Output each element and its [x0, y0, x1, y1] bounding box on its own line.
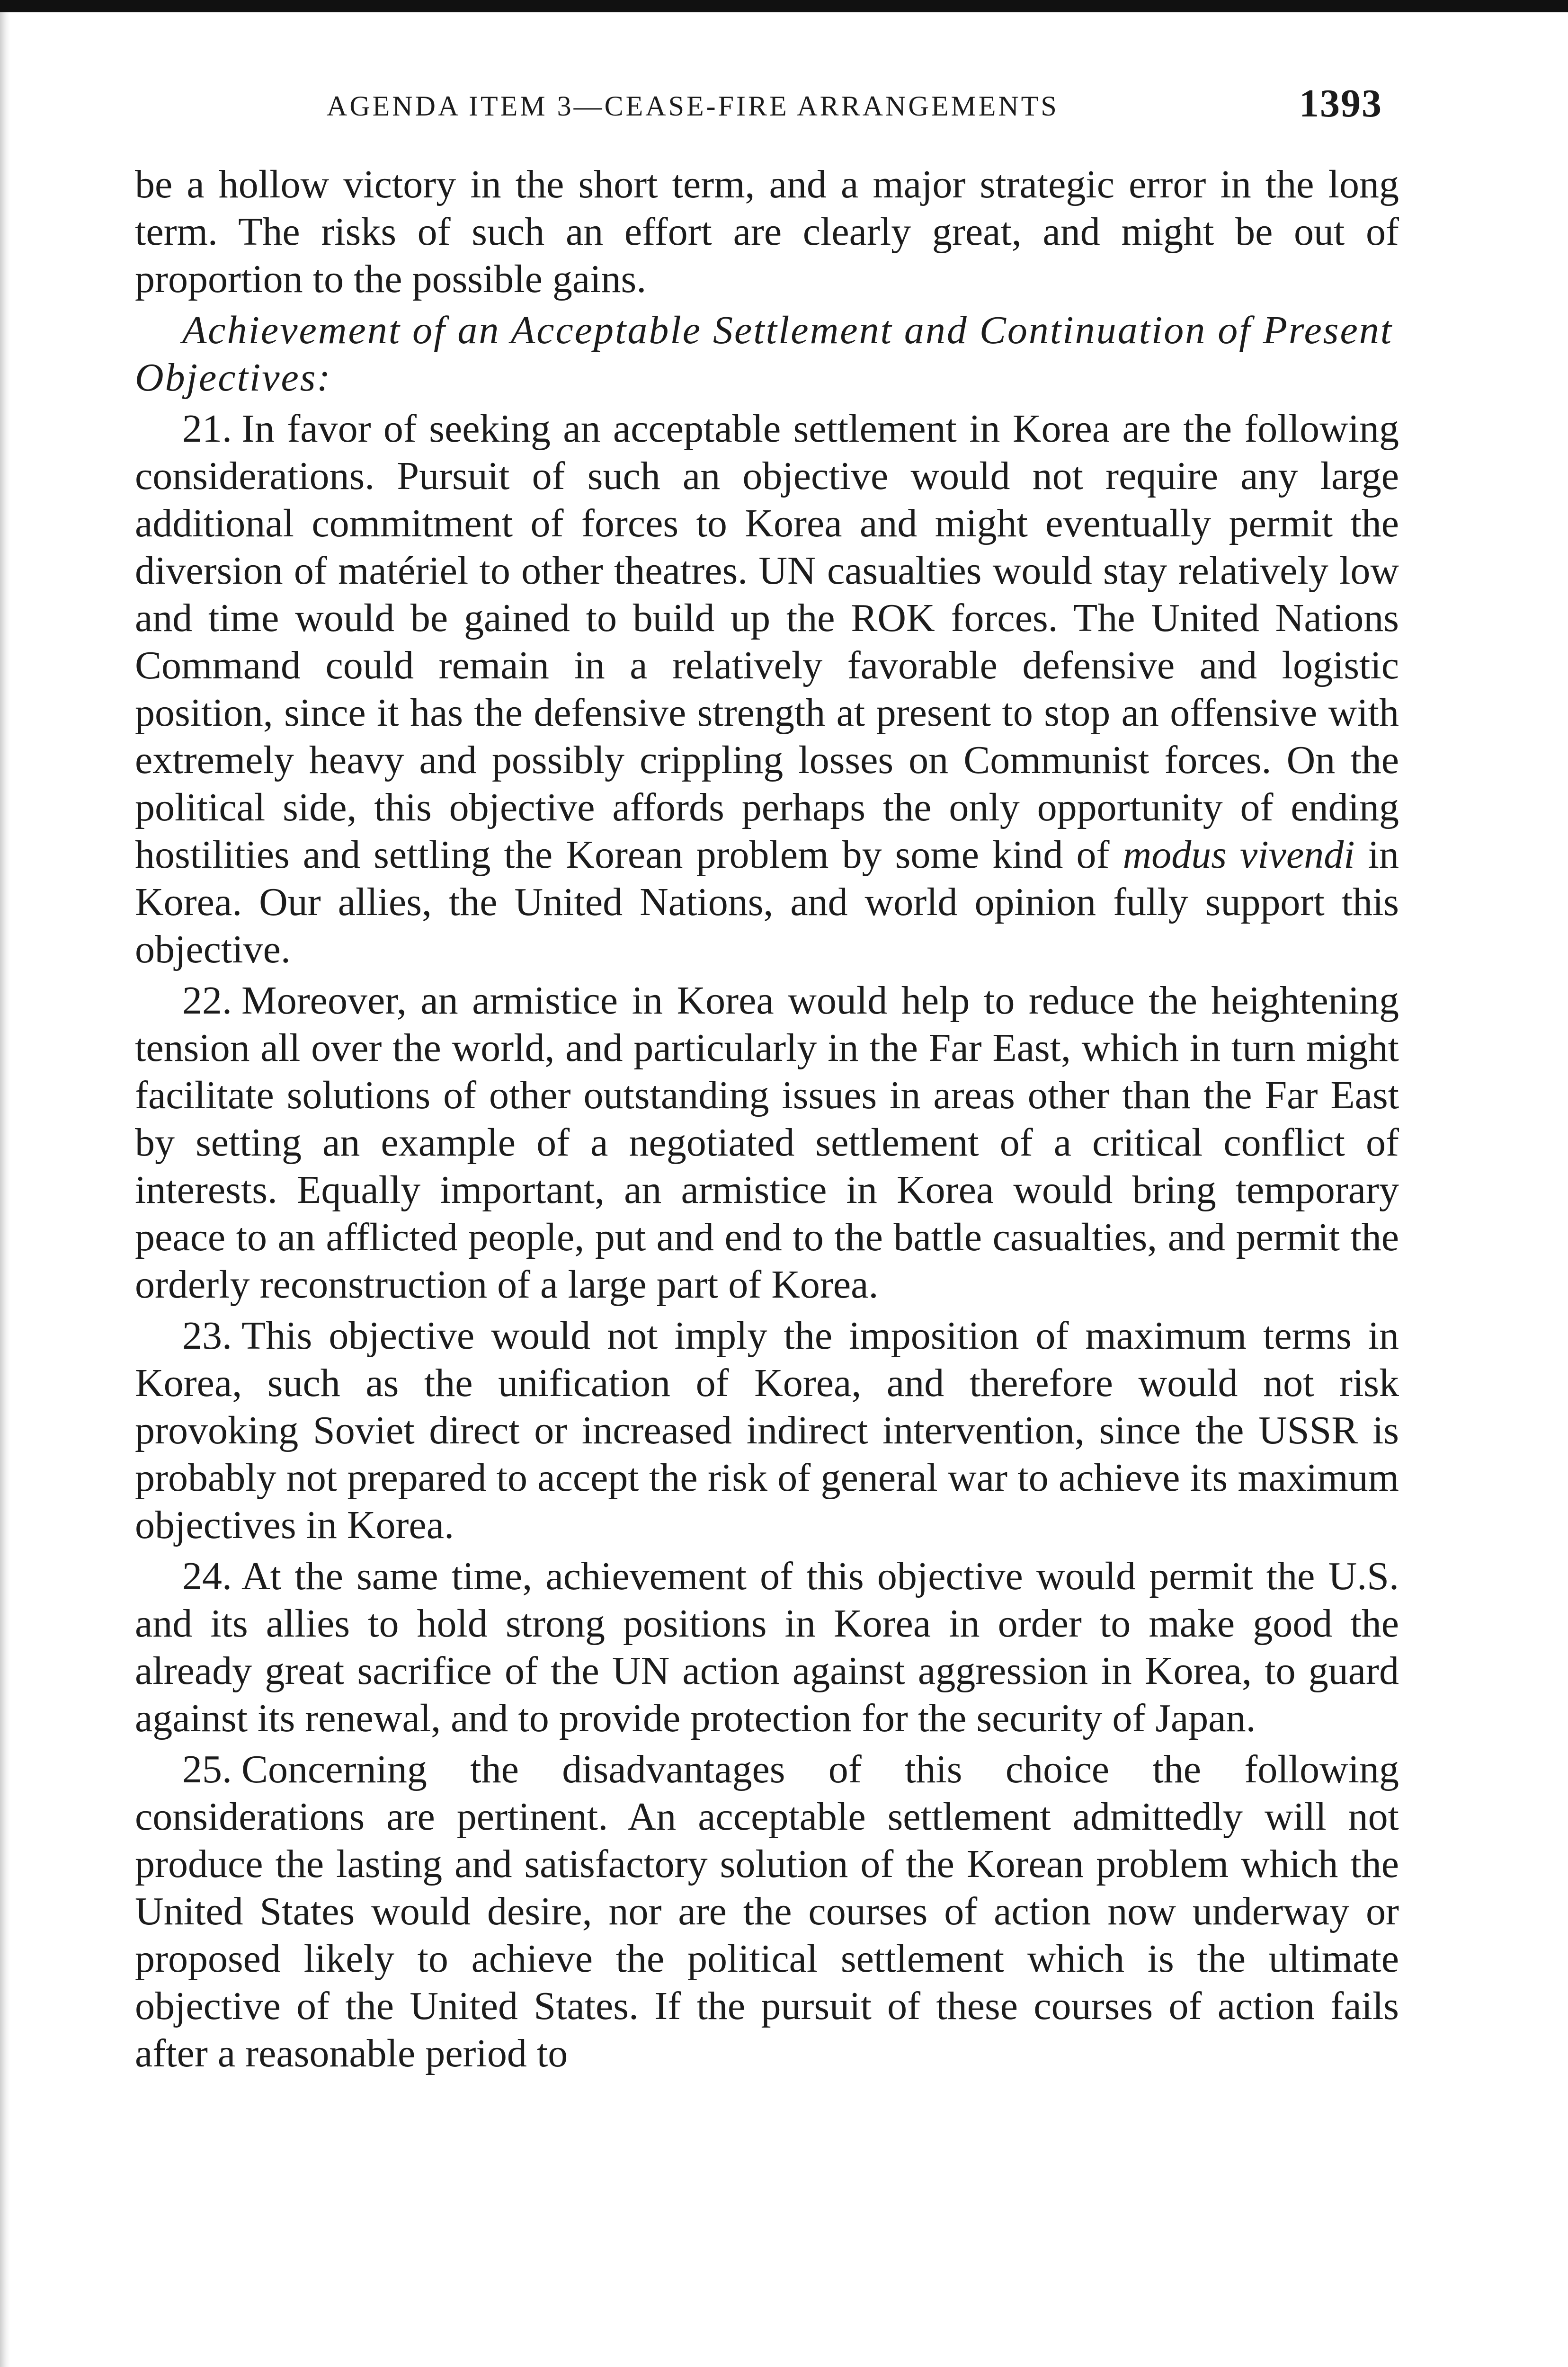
paragraph-text: This objective would not imply the imposition of maximum terms in Korea, such as the unification of Korea, and therefore would not risk provoking Soviet direct or increased indirect intervention, since the USSR is probably not prepared to accept the risk of general war to achieve its maximum objectives in Korea.	[135, 1314, 1399, 1547]
paragraph-24	[135, 1553, 1399, 1742]
left-scan-edge	[0, 12, 10, 2367]
paragraph-text: At the same time, achievement of this objective would permit the U.S. and its allies to hold strong positions in Korea in order to make good the already great sacrifice of the UN action against aggression in Korea, to guard against its renewal, and to provide protection for the security of Japan.	[135, 1554, 1399, 1740]
top-scan-border	[0, 0, 1568, 12]
page-number: 1393	[1299, 81, 1382, 125]
paragraph-number: 24.	[182, 1554, 232, 1598]
paragraph-text: In favor of seeking an acceptable settlement in Korea are the following considerations. Pursuit of such an objective would not require any large additional commitment of forces to Korea and might eventually permit the diversion of matériel to other theatres. UN casualties would stay relatively low and time would be gained to build up the ROK forces. The United Nations Command could remain in a relatively favorable defensive and logistic position, since it has the defensive strength at present to stop an offensive with extremely heavy and possibly crippling losses on Communist forces. On the political side, this objective affords perhaps the only opportunity of ending hostilities and settling the Korean problem by some kind of	[135, 407, 1399, 877]
paragraph-text: Moreover, an armistice in Korea would help to reduce the heightening tension all over the world, and particularly in the Far East, which in turn might facilitate solutions of other outstanding issues in areas other than the Far East by setting an example of a negotiated settlement of a critical conflict of interests. Equally important, an armistice in Korea would bring temporary peace to an afflicted people, put and end to the battle casualties, and permit the orderly reconstruction of a large part of Korea.	[135, 979, 1399, 1307]
paragraph-number: 23.	[182, 1314, 232, 1358]
paragraph-23	[135, 1312, 1399, 1549]
body-text	[135, 161, 1399, 2081]
paragraph-25	[135, 1746, 1399, 2077]
paragraph-22	[135, 977, 1399, 1308]
paragraph-continuation: be a hollow victory in the short term, and a major strategic error in the long term. The risks of such an effort are clearly great, and might be out of proportion to the possible gains.	[135, 162, 1399, 301]
running-head	[142, 80, 1392, 133]
running-head-title: AGENDA ITEM 3—CEASE-FIRE ARRANGEMENTS	[327, 90, 1059, 122]
section-heading: Achievement of an Acceptable Settlement and Continuation of Present Objectives:	[135, 308, 1393, 400]
paragraph-text: Concerning the disadvantages of this choice the following considerations are pertinent. An acceptable settlement admittedly will not produce the lasting and satisfactory solution of the Korean problem which the United States would desire, nor are the courses of action now underway or proposed likely to achieve the political settlement which is the ultimate objective of the United States. If the pursuit of these courses of action fails after a reasonable period to	[135, 1747, 1399, 2075]
italic-phrase: modus vivendi	[1123, 833, 1355, 877]
paragraph-text: in Korea. Our allies, the United Nations, and world opinion fully support this objective.	[135, 833, 1399, 971]
paragraph-number: 25.	[182, 1747, 232, 1791]
paragraph-number: 22.	[182, 979, 232, 1023]
paragraph-21	[135, 405, 1399, 973]
paragraph-number: 21.	[182, 407, 232, 451]
